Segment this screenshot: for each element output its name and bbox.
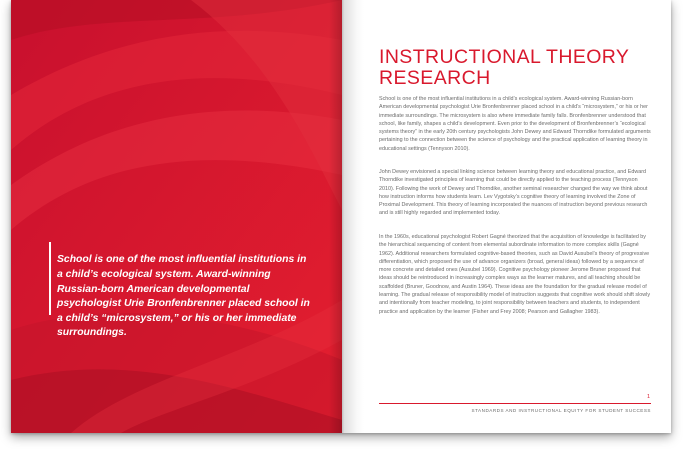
footer-rule [379,403,651,404]
right-page [342,0,671,433]
page-number: 1 [646,394,650,400]
book-spread [11,0,671,433]
body-paragraph: School is one of the most influential institutions in a child’s ecological system. Award-winning Russian-born American developmental psychologist Urie Bronfenbrenner placed school in a child’s “microsystem,” or his or her immediate surroundings. The microsystem is also where immediate family falls. Bronfenbrenner understood that school, like family, shapes a child’s development. Even prior to the development of Bronfenbrenner’s “ecological systems theory” in the early 20th century psychologists John Dewey and Edward Thorndike formulated arguments pertaining to the connection between the science of psychology and the practical application of learning theory in educational settings (Tennyson 2010). [379,96,651,152]
book-gutter-shadow [329,0,357,433]
left-page [11,0,342,433]
page-title: INSTRUCTIONAL THEORY RESEARCH [379,46,629,89]
running-footer: STANDARDS AND INSTRUCTIONAL EQUITY FOR STUDENT SUCCESS [471,408,651,413]
pull-quote-rule [49,242,51,315]
body-paragraph: John Dewey envisioned a special linking science between learning theory and educational practice, and Edward Thorndike investigated principles of learning that could be directly applied to the teaching process (Tennyson 2010). Following the work of Dewey and Thorndike, another seminal researcher changed the way we think about how instruction informs how students learn. Lev Vygotsky’s cognitive theory of learning involved the Zone of Proximal Development. This theory of learning incorporated the nuances of instruction beyond previous research and is still highly regarded and implemented today. [379,169,648,217]
red-swirl-background [11,0,342,433]
pull-quote: School is one of the most influential institutions in a child’s ecological system. Award-winning Russian-born American developmental psychologist Urie Bronfenbrenner placed school in a child’s “microsystem,” or his or her immediate surroundings. [57,254,310,339]
body-paragraph: In the 1960s, educational psychologist Robert Gagné theorized that the acquisition of knowledge is facilitated by the hierarchical sequencing of content from elemental subordinate information to more complex skills (Gagné 1962). Additional researchers formulated cognitive-based theories, such as David Ausubel’s theory of progressive differentiation, which proposed the use of advance organizers (broad, general ideas) followed by a sequence of more concrete and detailed ones (Ausubel 1969). Cognitive psychology pioneer Jerome Bruner proposed that ideas should be reintroduced in increasingly complex ways as the learner matures, and all teaching should be scaffolded (Bruner, Goodnow, and Austin 1964). These ideas are the foundation for the gradual release model of learning. The gradual release of responsibility model of instruction suggests that cognitive work should shift slowly and intentionally from teacher modeling, to joint responsibility between teachers and students, to independent practice and application by the learner (Fisher and Frey 2008; Pearson and Gallagher 1983). [379,234,651,315]
